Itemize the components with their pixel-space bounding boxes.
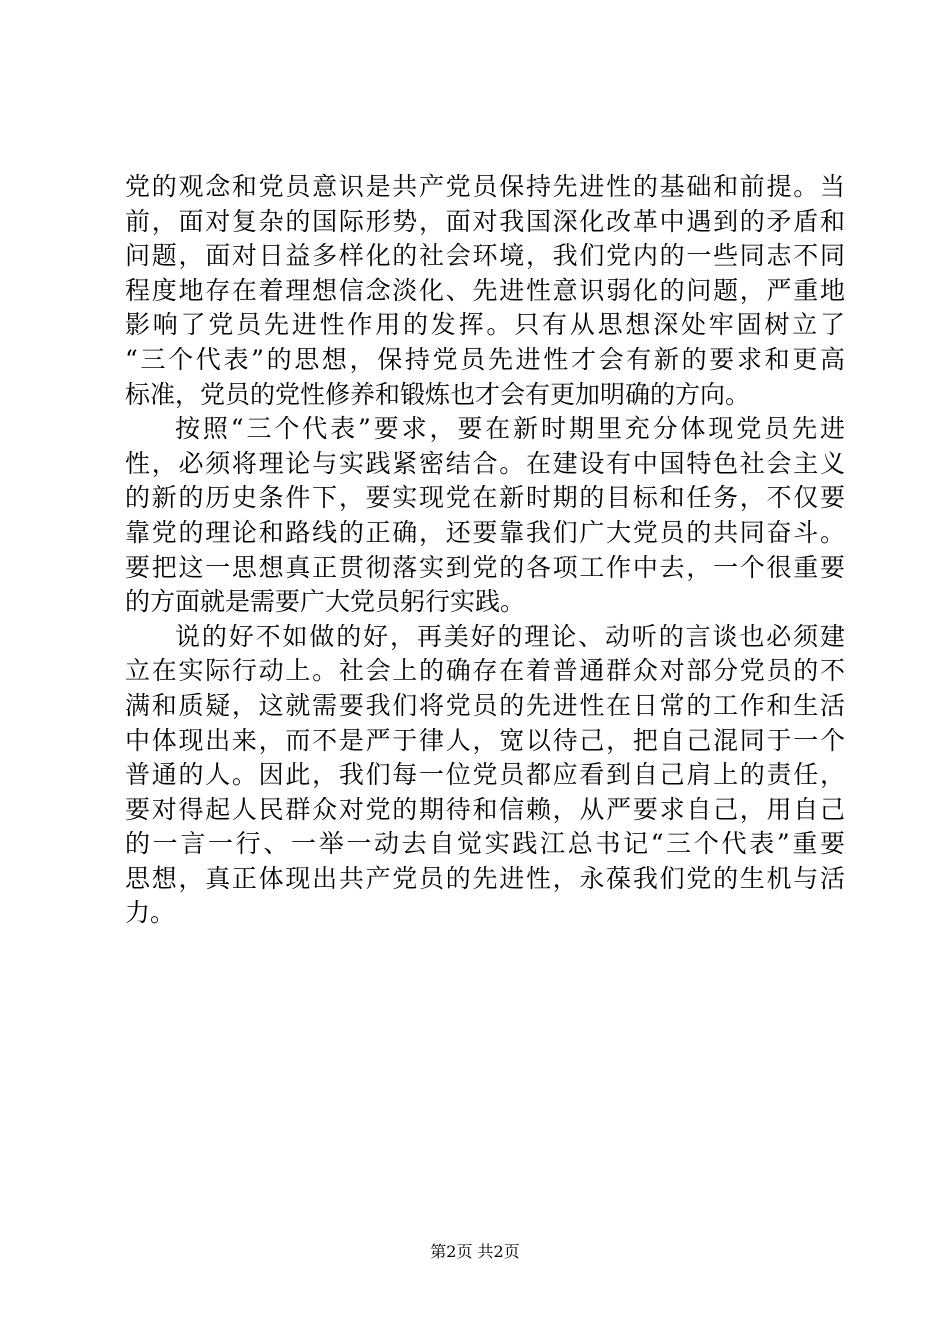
text-line: 力。 [125, 898, 176, 928]
text-line: “三个代表”的思想，保持党员先进性才会有新的要求和更高 [125, 344, 845, 374]
text-line: 中体现出来，而不是严于律人，宽以待己，把自己混同于一个 [125, 725, 845, 755]
text-line: 程度地存在着理想信念淡化、先进性意识弱化的问题，严重地 [125, 275, 845, 305]
text-line: 问题，面对日益多样化的社会环境，我们党内的一些同志不同 [125, 241, 845, 271]
text-line: 前，面对复杂的国际形势，面对我国深化改革中遇到的矛盾和 [125, 206, 845, 236]
text-line: 靠党的理论和路线的正确，还要靠我们广大党员的共同奋斗。 [125, 517, 845, 547]
text-line: 的新的历史条件下，要实现党在新时期的目标和任务，不仅要 [125, 483, 845, 513]
text-line: 要把这一思想真正贯彻落实到党的各项工作中去，一个很重要 [125, 552, 845, 582]
text-line: 普通的人。因此，我们每一位党员都应看到自己肩上的责任， [125, 760, 845, 790]
text-line: 的方面就是需要广大党员躬行实践。 [125, 587, 526, 617]
text-line: 思想，真正体现出共产党员的先进性，永葆我们党的生机与活 [125, 863, 845, 893]
text-line: 立在实际行动上。社会上的确存在着普通群众对部分党员的不 [125, 656, 845, 686]
document-body [125, 170, 845, 931]
text-line: 影响了党员先进性作用的发挥。只有从思想深处牢固树立了 [125, 310, 845, 340]
text-line: 按照“三个代表”要求，要在新时期里充分体现党员先进 [175, 414, 845, 444]
text-line: 满和质疑，这就需要我们将党员的先进性在日常的工作和生活 [125, 690, 845, 720]
text-line: 说的好不如做的好，再美好的理论、动听的言谈也必须建 [175, 621, 845, 651]
text-line: 党的观念和党员意识是共产党员保持先进性的基础和前提。当 [125, 172, 845, 201]
text-line: 性，必须将理论与实践紧密结合。在建设有中国特色社会主义 [125, 448, 845, 478]
text-line: 要对得起人民群众对党的期待和信赖，从严要求自己，用自己 [125, 794, 845, 824]
text-line: 标准，党员的党性修养和锻炼也才会有更加明确的方向。 [125, 379, 751, 409]
text-line: 的一言一行、一举一动去自觉实践江总书记“三个代表”重要 [125, 829, 845, 859]
page-footer: 第2页 共2页 [430, 1242, 520, 1261]
